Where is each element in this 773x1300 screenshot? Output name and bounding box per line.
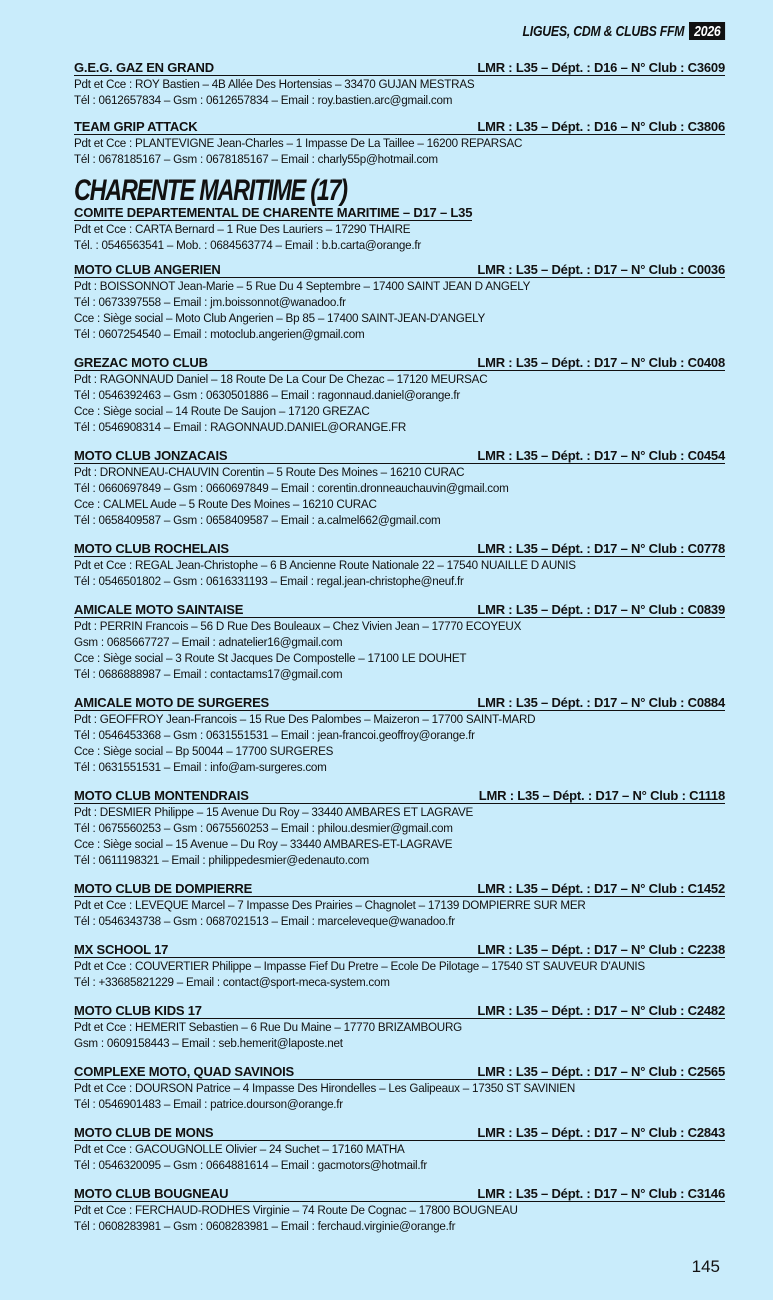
club-header [74, 695, 725, 711]
club-header [74, 788, 725, 804]
club-entry [74, 60, 725, 108]
club-lmr-code: LMR : L35 – Dépt. : D17 – N° Club : C2843 [477, 1125, 725, 1140]
club-entry [74, 1003, 725, 1051]
club-entry [74, 262, 725, 342]
club-detail-line: Pdt et Cce : DOURSON Patrice – 4 Impasse Des Hirondelles – Les Galipeaux – 17350 ST SAVINIEN [74, 1081, 576, 1095]
comite-name: COMITE DEPARTEMENTAL DE CHARENTE MARITIME – D17 – L35 [74, 205, 473, 220]
club-name: MOTO CLUB JONZACAIS [74, 448, 228, 463]
club-detail-line: Pdt : DRONNEAU-CHAUVIN Corentin – 5 Route Des Moines – 16210 CURAC [74, 465, 465, 479]
club-detail-line: Pdt et Cce : COUVERTIER Philippe – Impasse Fief Du Pretre – Ecole De Pilotage – 17540 ST SAUVEUR D'AUNIS [74, 959, 645, 973]
club-entry [74, 881, 725, 929]
page-header [522, 22, 725, 40]
club-detail-line: Pdt : PERRIN Francois – 56 D Rue Des Bouleaux – Chez Vivien Jean – 17770 ECOYEUX [74, 619, 522, 633]
club-detail-line: Pdt et Cce : HEMERIT Sebastien – 6 Rue Du Maine – 17770 BRIZAMBOURG [74, 1020, 462, 1034]
club-entry [74, 695, 725, 775]
club-entry [74, 541, 725, 589]
club-detail-line: Cce : Siège social – 15 Avenue – Du Roy – 33440 AMBARES-ET-LAGRAVE [74, 837, 453, 851]
club-detail-line: Tél : +33685821229 – Email : contact@sport-meca-system.com [74, 975, 390, 989]
club-lmr-code: LMR : L35 – Dépt. : D17 – N° Club : C0839 [477, 602, 725, 617]
club-entry [74, 448, 725, 528]
club-entry [74, 1125, 725, 1173]
page-number: 145 [691, 1257, 720, 1276]
header-year-badge: 2026 [689, 22, 725, 40]
club-detail-line: Pdt : GEOFFROY Jean-Francois – 15 Rue Des Palombes – Maizeron – 17700 SAINT-MARD [74, 712, 536, 726]
club-entry [74, 1186, 725, 1234]
club-entry [74, 788, 725, 868]
club-detail-line: Pdt et Cce : FERCHAUD-RODHES Virginie – 74 Route De Cognac – 17800 BOUGNEAU [74, 1203, 518, 1217]
club-lmr-code: LMR : L35 – Dépt. : D17 – N° Club : C0884 [477, 695, 725, 710]
club-detail-line: Cce : Siège social – Bp 50044 – 17700 SURGERES [74, 744, 334, 758]
club-detail-line: Cce : Siège social – 3 Route St Jacques De Compostelle – 17100 LE DOUHET [74, 651, 467, 665]
club-entry [74, 602, 725, 682]
club-detail-line: Tél : 0546343738 – Gsm : 0687021513 – Email : marceleveque@wanadoo.fr [74, 914, 455, 928]
header-title: LIGUES, CDM & CLUBS FFM [522, 22, 684, 40]
club-lmr-code: LMR : L35 – Dépt. : D17 – N° Club : C1452 [477, 881, 725, 896]
club-detail-line: Cce : Siège social – 14 Route De Saujon – 17120 GREZAC [74, 404, 370, 418]
club-detail-line: Pdt et Cce : GACOUGNOLLE Olivier – 24 Suchet – 17160 MATHA [74, 1142, 405, 1156]
club-name: MX SCHOOL 17 [74, 942, 169, 957]
club-header [74, 881, 725, 897]
club-detail-line: Tél : 0546453368 – Gsm : 0631551531 – Email : jean-francoi.geoffroy@orange.fr [74, 728, 475, 742]
club-name: MOTO CLUB ANGERIEN [74, 262, 221, 277]
comite-entry [74, 205, 725, 253]
club-list [74, 262, 725, 1234]
club-lmr-code: LMR : L35 – Dépt. : D17 – N° Club : C0454 [477, 448, 725, 463]
club-entry [74, 355, 725, 435]
club-detail-line: Tél : 0607254540 – Email : motoclub.angerien@gmail.com [74, 327, 365, 341]
department-title: CHARENTE MARITIME (17) [74, 174, 347, 207]
club-detail-line: Tél : 0675560253 – Gsm : 0675560253 – Email : philou.desmier@gmail.com [74, 821, 453, 835]
club-name: GREZAC MOTO CLUB [74, 355, 208, 370]
club-detail-line: Tél : 0612657834 – Gsm : 0612657834 – Email : roy.bastien.arc@gmail.com [74, 93, 453, 107]
club-lmr-code: LMR : L35 – Dépt. : D16 – N° Club : C3609 [477, 60, 725, 75]
club-header [74, 1125, 725, 1141]
club-header [74, 119, 725, 135]
club-detail-line: Tél : 0546901483 – Email : patrice.dourson@orange.fr [74, 1097, 343, 1111]
club-lmr-code: LMR : L35 – Dépt. : D17 – N° Club : C2238 [477, 942, 725, 957]
club-detail-line: Tél : 0546392463 – Gsm : 0630501886 – Email : ragonnaud.daniel@orange.fr [74, 388, 461, 402]
club-lmr-code: LMR : L35 – Dépt. : D17 – N° Club : C0778 [477, 541, 725, 556]
club-detail-line: Tél : 0686888987 – Email : contactams17@gmail.com [74, 667, 343, 681]
club-detail-line: Pdt : DESMIER Philippe – 15 Avenue Du Roy – 33440 AMBARES ET LAGRAVE [74, 805, 474, 819]
club-name: MOTO CLUB MONTENDRAIS [74, 788, 249, 803]
club-detail-line: Tél : 0546320095 – Gsm : 0664881614 – Email : gacmotors@hotmail.fr [74, 1158, 428, 1172]
club-lmr-code: LMR : L35 – Dépt. : D17 – N° Club : C0408 [477, 355, 725, 370]
club-detail-line: Pdt et Cce : REGAL Jean-Christophe – 6 B Ancienne Route Nationale 22 – 17540 NUAILLE D AUNIS [74, 558, 576, 572]
club-lmr-code: LMR : L35 – Dépt. : D17 – N° Club : C2482 [477, 1003, 725, 1018]
club-detail-line: Pdt et Cce : LEVEQUE Marcel – 7 Impasse Des Prairies – Chagnolet – 17139 DOMPIERRE SUR MER [74, 898, 586, 912]
club-detail-line: Cce : CALMEL Aude – 5 Route Des Moines – 16210 CURAC [74, 497, 377, 511]
club-detail-line: Gsm : 0609158443 – Email : seb.hemerit@laposte.net [74, 1036, 343, 1050]
club-header [74, 262, 725, 278]
club-header [74, 1064, 725, 1080]
club-detail-line: Tél : 0546501802 – Gsm : 0616331193 – Email : regal.jean-christophe@neuf.fr [74, 574, 464, 588]
club-lmr-code: LMR : L35 – Dépt. : D17 – N° Club : C0036 [477, 262, 725, 277]
club-detail-line: Pdt : RAGONNAUD Daniel – 18 Route De La Cour De Chezac – 17120 MEURSAC [74, 372, 488, 386]
club-header [74, 942, 725, 958]
club-entry [74, 1064, 725, 1112]
club-name: AMICALE MOTO DE SURGERES [74, 695, 270, 710]
club-entry [74, 942, 725, 990]
club-lmr-code: LMR : L35 – Dépt. : D17 – N° Club : C2565 [477, 1064, 725, 1079]
top-club-list [74, 60, 725, 167]
directory-content [74, 60, 725, 1234]
club-name: MOTO CLUB ROCHELAIS [74, 541, 229, 556]
club-header [74, 541, 725, 557]
club-name: MOTO CLUB DE MONS [74, 1125, 214, 1140]
club-entry [74, 119, 725, 167]
club-detail-line: Tél : 0673397558 – Email : jm.boissonnot@wanadoo.fr [74, 295, 346, 309]
club-header [74, 355, 725, 371]
club-name: MOTO CLUB DE DOMPIERRE [74, 881, 253, 896]
club-lmr-code: LMR : L35 – Dépt. : D17 – N° Club : C3146 [477, 1186, 725, 1201]
club-detail-line: Tél : 0631551531 – Email : info@am-surgeres.com [74, 760, 327, 774]
club-detail-line: Tél : 0660697849 – Gsm : 0660697849 – Email : corentin.dronneauchauvin@gmail.com [74, 481, 509, 495]
club-name: MOTO CLUB BOUGNEAU [74, 1186, 229, 1201]
club-detail-line: Tél : 0546908314 – Email : RAGONNAUD.DANIEL@ORANGE.FR [74, 420, 407, 434]
club-name: G.E.G. GAZ EN GRAND [74, 60, 214, 75]
club-name: AMICALE MOTO SAINTAISE [74, 602, 244, 617]
club-detail-line: Pdt et Cce : ROY Bastien – 4B Allée Des Hortensias – 33470 GUJAN MESTRAS [74, 77, 475, 91]
comite-line: Pdt et Cce : CARTA Bernard – 1 Rue Des Lauriers – 17290 THAIRE [74, 222, 411, 236]
club-detail-line: Tél : 0611198321 – Email : philippedesmier@edenauto.com [74, 853, 370, 867]
club-name: TEAM GRIP ATTACK [74, 119, 198, 134]
club-detail-line: Tél : 0608283981 – Gsm : 0608283981 – Email : ferchaud.virginie@orange.fr [74, 1219, 456, 1233]
club-header [74, 1186, 725, 1202]
club-header [74, 602, 725, 618]
club-header [74, 448, 725, 464]
club-detail-line: Tél : 0678185167 – Gsm : 0678185167 – Email : charly55p@hotmail.com [74, 152, 438, 166]
club-name: MOTO CLUB KIDS 17 [74, 1003, 202, 1018]
club-detail-line: Tél : 0658409587 – Gsm : 0658409587 – Email : a.calmel662@gmail.com [74, 513, 441, 527]
club-name: COMPLEXE MOTO, QUAD SAVINOIS [74, 1064, 294, 1079]
club-detail-line: Cce : Siège social – Moto Club Angerien – Bp 85 – 17400 SAINT-JEAN-D'ANGELY [74, 311, 486, 325]
club-header [74, 1003, 725, 1019]
club-detail-line: Pdt : BOISSONNOT Jean-Marie – 5 Rue Du 4 Septembre – 17400 SAINT JEAN D ANGELY [74, 279, 531, 293]
club-detail-line: Gsm : 0685667727 – Email : adnatelier16@gmail.com [74, 635, 343, 649]
club-lmr-code: LMR : L35 – Dépt. : D16 – N° Club : C3806 [477, 119, 725, 134]
club-header [74, 60, 725, 76]
club-detail-line: Pdt et Cce : PLANTEVIGNE Jean-Charles – 1 Impasse De La Taillee – 16200 REPARSAC [74, 136, 523, 150]
comite-line: Tél. : 0546563541 – Mob. : 0684563774 – Email : b.b.carta@orange.fr [74, 238, 422, 252]
club-lmr-code: LMR : L35 – Dépt. : D17 – N° Club : C1118 [478, 788, 725, 803]
